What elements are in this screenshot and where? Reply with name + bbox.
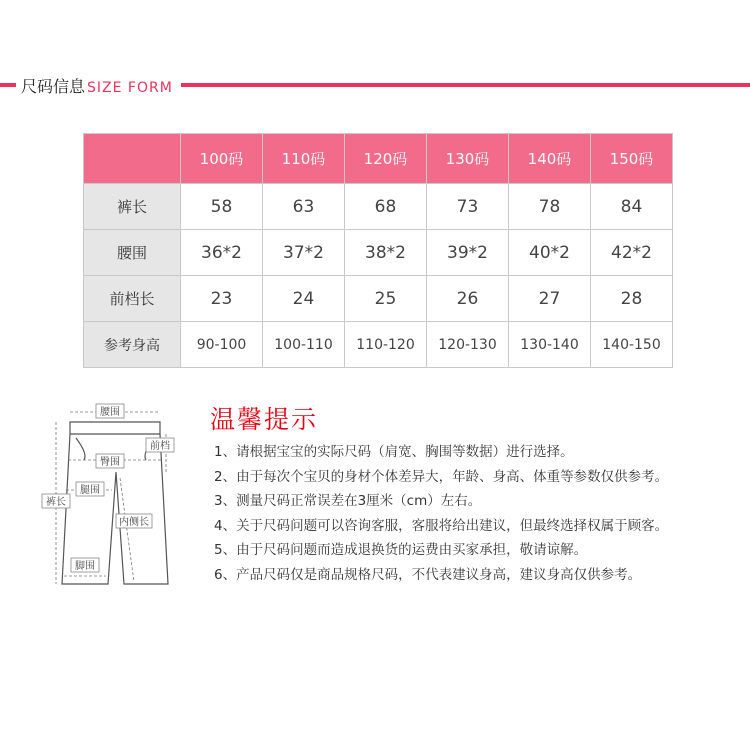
table-cell: 84 <box>591 184 673 230</box>
table-cell: 90-100 <box>181 322 263 368</box>
section-header <box>0 70 750 100</box>
row-label: 前档长 <box>84 276 181 322</box>
tip-item: 5、由于尺码问题而造成退换货的运费由买家承担，敬请谅解。 <box>214 542 588 558</box>
tips-title: 温馨提示 <box>210 405 319 434</box>
table-cell: 110-120 <box>345 322 427 368</box>
table-corner-cell <box>84 134 181 184</box>
section-title-en: SIZE FORM <box>87 80 173 96</box>
table-row <box>84 184 673 230</box>
table-row <box>84 322 673 368</box>
table-cell: 140-150 <box>591 322 673 368</box>
size-column-header: 150码 <box>591 134 673 184</box>
table-cell: 39*2 <box>427 230 509 276</box>
row-label: 裤长 <box>84 184 181 230</box>
size-column-header: 110码 <box>263 134 345 184</box>
table-cell: 73 <box>427 184 509 230</box>
row-label: 腰围 <box>84 230 181 276</box>
pants-measurement-diagram <box>38 398 198 588</box>
tip-item: 3、测量尺码正常误差在3厘米（cm）左右。 <box>214 493 482 509</box>
length-label: 裤长 <box>46 497 66 508</box>
size-column-header: 100码 <box>181 134 263 184</box>
section-title-zh: 尺码信息 <box>21 77 86 96</box>
table-row <box>84 230 673 276</box>
tip-item: 1、请根据宝宝的实际尺码（肩宽、胸围等数据）进行选择。 <box>214 444 574 460</box>
table-cell: 37*2 <box>263 230 345 276</box>
thigh-label: 腿围 <box>80 485 100 496</box>
hem-label: 脚围 <box>75 561 95 572</box>
size-column-header: 140码 <box>509 134 591 184</box>
table-cell: 42*2 <box>591 230 673 276</box>
table-cell: 38*2 <box>345 230 427 276</box>
table-cell: 26 <box>427 276 509 322</box>
table-cell: 36*2 <box>181 230 263 276</box>
waist-label: 腰围 <box>100 407 120 418</box>
front-rise-label: 前档 <box>150 441 170 452</box>
table-cell: 23 <box>181 276 263 322</box>
table-cell: 24 <box>263 276 345 322</box>
table-cell: 27 <box>509 276 591 322</box>
table-cell: 58 <box>181 184 263 230</box>
header-lead-bar <box>0 83 16 87</box>
pants-left-pocket <box>76 438 85 460</box>
size-column-header: 120码 <box>345 134 427 184</box>
table-cell: 68 <box>345 184 427 230</box>
table-cell: 25 <box>345 276 427 322</box>
tip-item: 6、产品尺码仅是商品规格尺码，不代表建议身高，建议身高仅供参考。 <box>214 566 642 583</box>
table-cell: 78 <box>509 184 591 230</box>
pants-waistband <box>70 422 160 434</box>
table-cell: 120-130 <box>427 322 509 368</box>
table-cell: 100-110 <box>263 322 345 368</box>
tip-item: 2、由于每次个宝贝的身材个体差异大，年龄、身高、体重等参数仅供参考。 <box>214 468 669 485</box>
inseam-label: 内侧长 <box>119 517 149 528</box>
size-header-row <box>84 134 673 184</box>
tip-item: 4、关于尺码问题可以咨询客服，客服将给出建议，但最终选择权属于顾客。 <box>214 517 669 534</box>
size-table <box>83 133 673 368</box>
table-cell: 130-140 <box>509 322 591 368</box>
header-tail-bar <box>181 83 750 87</box>
table-cell: 63 <box>263 184 345 230</box>
table-cell: 28 <box>591 276 673 322</box>
section-title <box>21 74 173 97</box>
table-cell: 40*2 <box>509 230 591 276</box>
hip-label: 臀围 <box>100 457 120 468</box>
table-row <box>84 276 673 322</box>
row-label: 参考身高 <box>84 322 181 368</box>
inseam-guide-line <box>120 478 134 582</box>
tips-list <box>214 440 668 587</box>
size-column-header: 130码 <box>427 134 509 184</box>
